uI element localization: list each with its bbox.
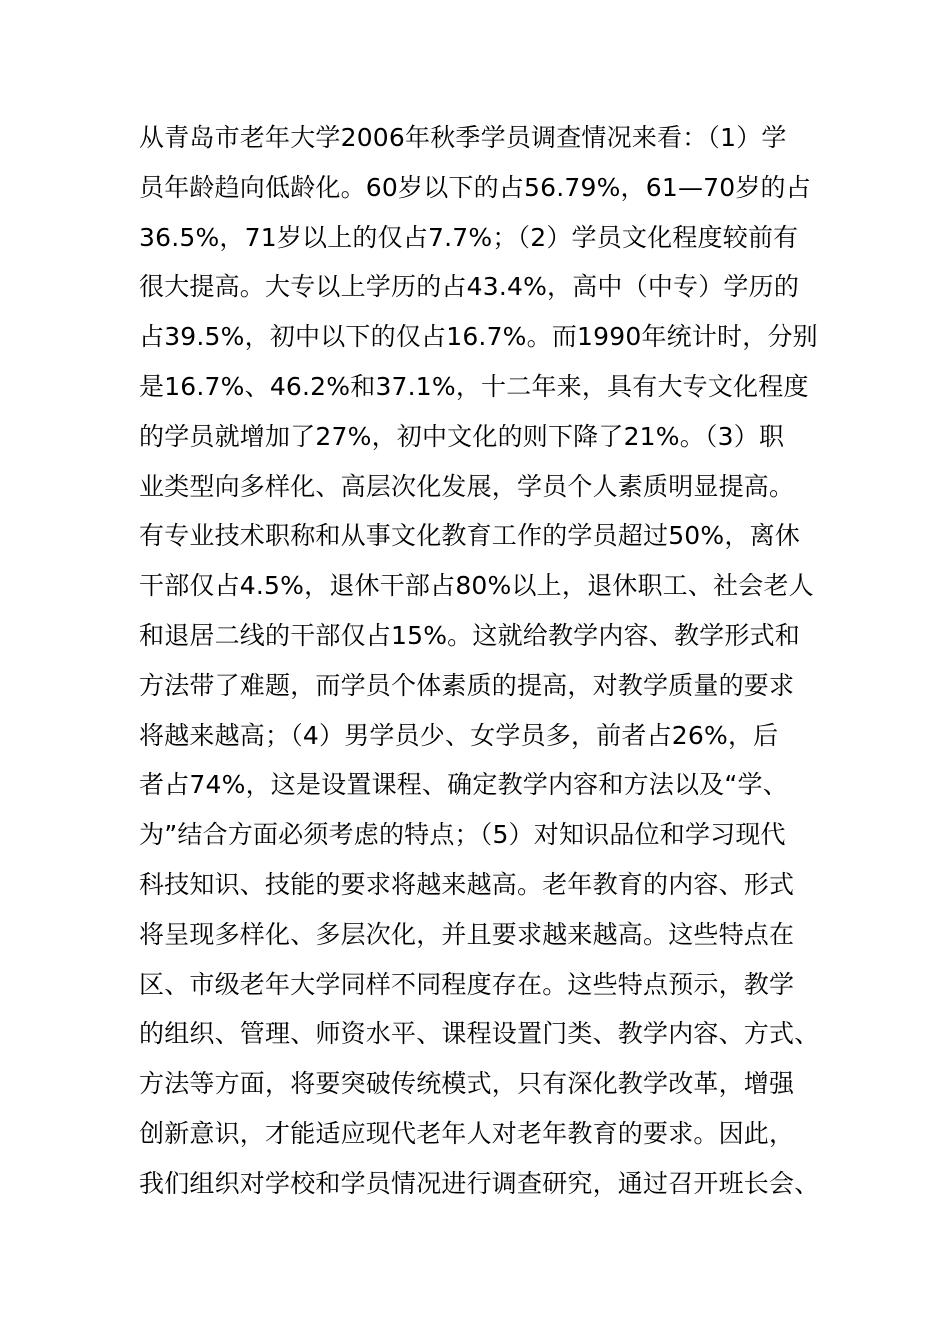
text-line: 占39.5%，初中以下的仅占16.7%。而1990年统计时，分别 xyxy=(139,322,818,352)
text-line: 有专业技术职称和从事文化教育工作的学员超过50%，离休 xyxy=(139,521,800,551)
text-line: 干部仅占4.5%，退休干部占80%以上，退休职工、社会老人 xyxy=(139,571,814,601)
text-line: 从青岛市老年大学2006年秋季学员调查情况来看：（1）学 xyxy=(139,123,787,152)
body-paragraph xyxy=(139,113,839,1209)
text-line: 者占74%，这是设置课程、确定教学内容和方法以及“学、 xyxy=(139,770,788,800)
text-line: 我们组织对学校和学员情况进行调查研究，通过召开班长会、 xyxy=(139,1168,820,1198)
text-line: 是16.7%、46.2%和37.1%，十二年来，具有大专文化程度 xyxy=(139,371,809,401)
text-line: 的学员就增加了27%，初中文化的则下降了21%。（3）职 xyxy=(139,421,785,451)
text-line: 区、市级老年大学同样不同程度存在。这些特点预示，教学 xyxy=(139,969,795,999)
text-line: 科技知识、技能的要求将越来越高。老年教育的内容、形式 xyxy=(139,869,795,899)
text-line: 和退居二线的干部仅占15%。这就给教学内容、教学形式和 xyxy=(139,620,800,650)
text-line: 方法带了难题，而学员个体素质的提高，对教学质量的要求 xyxy=(139,670,795,700)
text-line: 将呈现多样化、多层次化，并且要求越来越高。这些特点在 xyxy=(139,919,795,949)
text-line: 很大提高。大专以上学历的占43.4%，高中（中专）学历的 xyxy=(139,272,800,302)
text-line: 创新意识，才能适应现代老年人对老年教育的要求。因此， xyxy=(139,1118,795,1148)
text-line: 的组织、管理、师资水平、课程设置门类、教学内容、方式、 xyxy=(139,1019,820,1049)
text-line: 将越来越高；（4）男学员少、女学员多，前者占26%，后 xyxy=(139,720,779,750)
text-line: 36.5%，71岁以上的仅占7.7%；（2）学员文化程度较前有 xyxy=(139,222,799,252)
text-line: 业类型向多样化、高层次化发展，学员个人素质明显提高。 xyxy=(139,471,795,501)
text-line: 方法等方面，将要突破传统模式，只有深化教学改革，增强 xyxy=(139,1069,795,1099)
text-line: 为”结合方面必须考虑的特点；（5）对知识品位和学习现代 xyxy=(139,820,786,850)
text-line: 员年龄趋向低龄化。60岁以下的占56.79%，61—70岁的占 xyxy=(139,172,811,202)
